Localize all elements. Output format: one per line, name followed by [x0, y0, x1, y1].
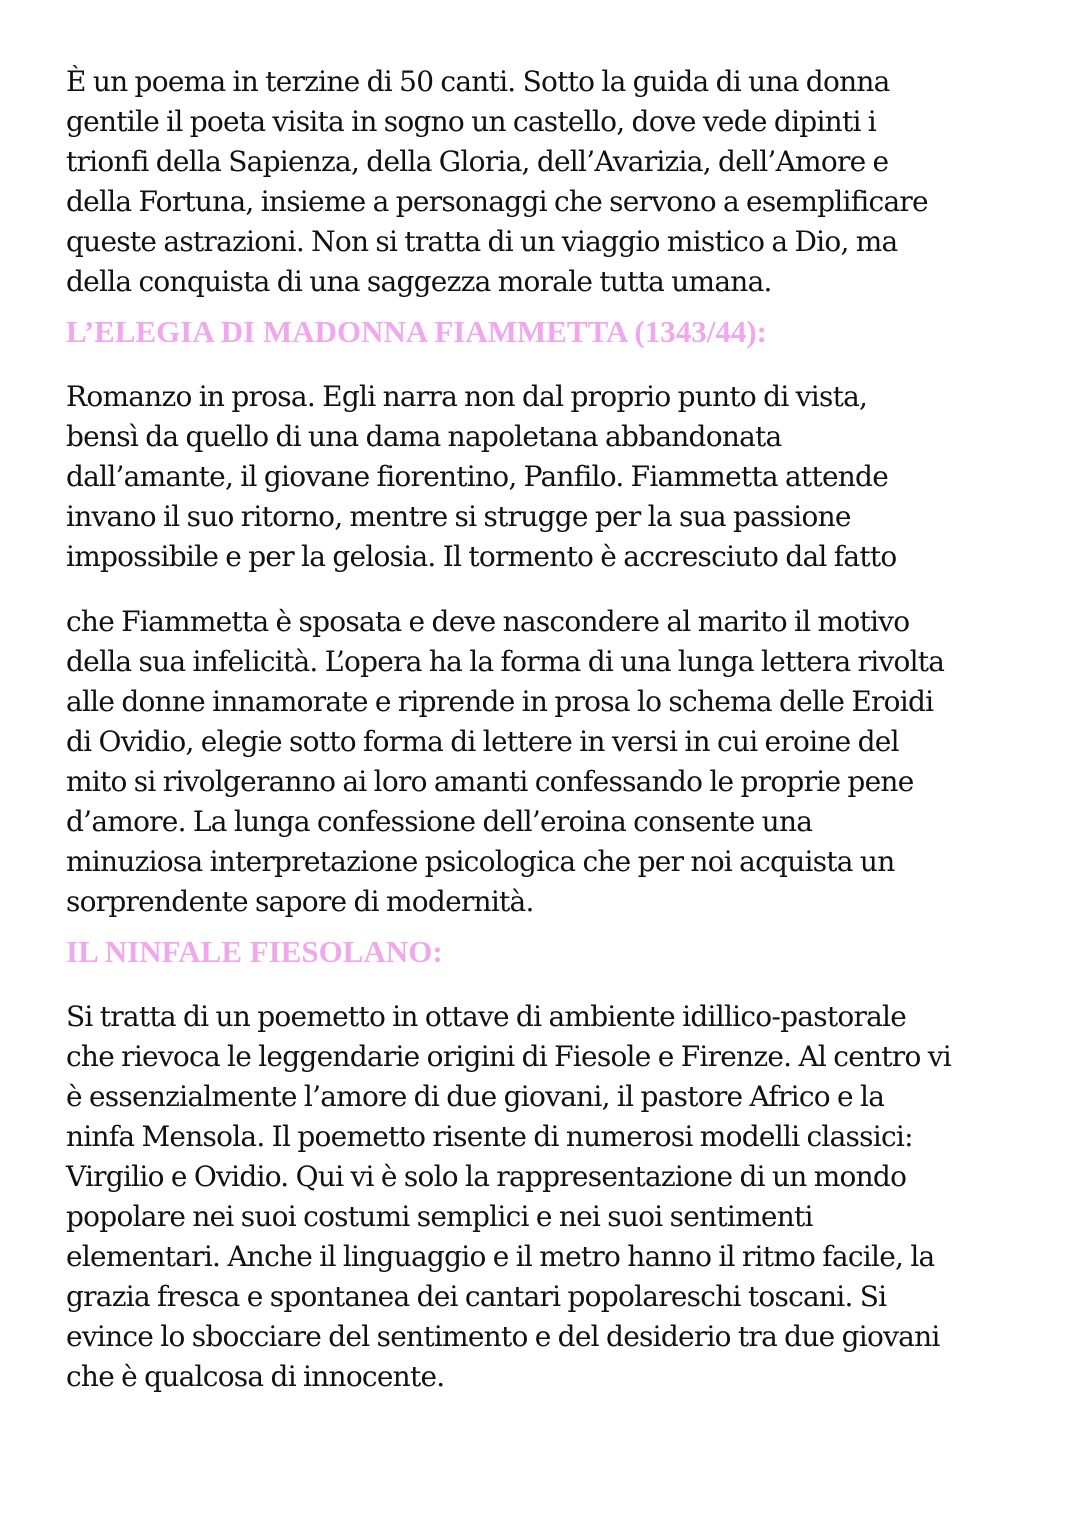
text-line: che Fiammetta è sposata e deve nascondere al marito il motivo	[66, 605, 910, 638]
text-line: Si tratta di un poemetto in ottave di ambiente idillico-pastorale	[66, 1000, 907, 1033]
text-line: impossibile e per la gelosia. Il tormento è accresciuto dal fatto	[66, 540, 897, 573]
text-line: Romanzo in prosa. Egli narra non dal proprio punto di vista,	[66, 380, 868, 413]
text-line: queste astrazioni. Non si tratta di un viaggio mistico a Dio, ma	[66, 225, 898, 258]
paragraph-poema-terzine	[66, 62, 1026, 302]
text-line: della sua infelicità. L’opera ha la forma di una lunga lettera rivolta	[66, 645, 945, 678]
text-line: È un poema in terzine di 50 canti. Sotto la guida di una donna	[66, 65, 890, 98]
text-line: evince lo sbocciare del sentimento e del desiderio tra due giovani	[66, 1320, 940, 1353]
text-line: è essenzialmente l’amore di due giovani, il pastore Africo e la	[66, 1080, 885, 1113]
text-line: alle donne innamorate e riprende in prosa lo schema delle Eroidi	[66, 685, 934, 718]
text-line: bensì da quello di una dama napoletana abbandonata	[66, 420, 782, 453]
paragraph-ninfale	[66, 997, 1026, 1397]
text-line: Virgilio e Ovidio. Qui vi è solo la rappresentazione di un mondo	[66, 1160, 907, 1193]
text-line: trionfi della Sapienza, della Gloria, dell’Avarizia, dell’Amore e	[66, 145, 889, 178]
text-line: della Fortuna, insieme a personaggi che servono a esemplificare	[66, 185, 928, 218]
document-page	[66, 62, 1026, 1397]
text-line: d’amore. La lunga confessione dell’eroina consente una	[66, 805, 813, 838]
text-line: che rievoca le leggendarie origini di Fiesole e Firenze. Al centro vi	[66, 1040, 951, 1073]
text-line: della conquista di una saggezza morale tutta umana.	[66, 265, 772, 298]
text-line: ninfa Mensola. Il poemetto risente di numerosi modelli classici:	[66, 1120, 913, 1153]
text-line: che è qualcosa di innocente.	[66, 1360, 445, 1393]
text-line: popolare nei suoi costumi semplici e nei suoi sentimenti	[66, 1200, 813, 1233]
text-line: minuziosa interpretazione psicologica che per noi acquista un	[66, 845, 895, 878]
paragraph-elegia-part-1	[66, 377, 1026, 577]
text-line: gentile il poeta visita in sogno un castello, dove vede dipinti i	[66, 105, 876, 138]
text-line: invano il suo ritorno, mentre si strugge per la sua passione	[66, 500, 851, 533]
text-line: elementari. Anche il linguaggio e il metro hanno il ritmo facile, la	[66, 1240, 935, 1273]
text-line: grazia fresca e spontanea dei cantari popolareschi toscani. Si	[66, 1280, 887, 1313]
section-heading-ninfale-fiesolano: IL NINFALE FIESOLANO:	[66, 934, 443, 969]
section-heading-elegia-fiammetta: L’ELEGIA DI MADONNA FIAMMETTA (1343/44):	[66, 314, 767, 349]
text-line: mito si rivolgeranno ai loro amanti confessando le proprie pene	[66, 765, 914, 798]
paragraph-elegia-part-2	[66, 602, 1026, 922]
text-line: sorprendente sapore di modernità.	[66, 885, 534, 918]
text-line: di Ovidio, elegie sotto forma di lettere in versi in cui eroine del	[66, 725, 899, 758]
text-line: dall’amante, il giovane fiorentino, Panfilo. Fiammetta attende	[66, 460, 889, 493]
